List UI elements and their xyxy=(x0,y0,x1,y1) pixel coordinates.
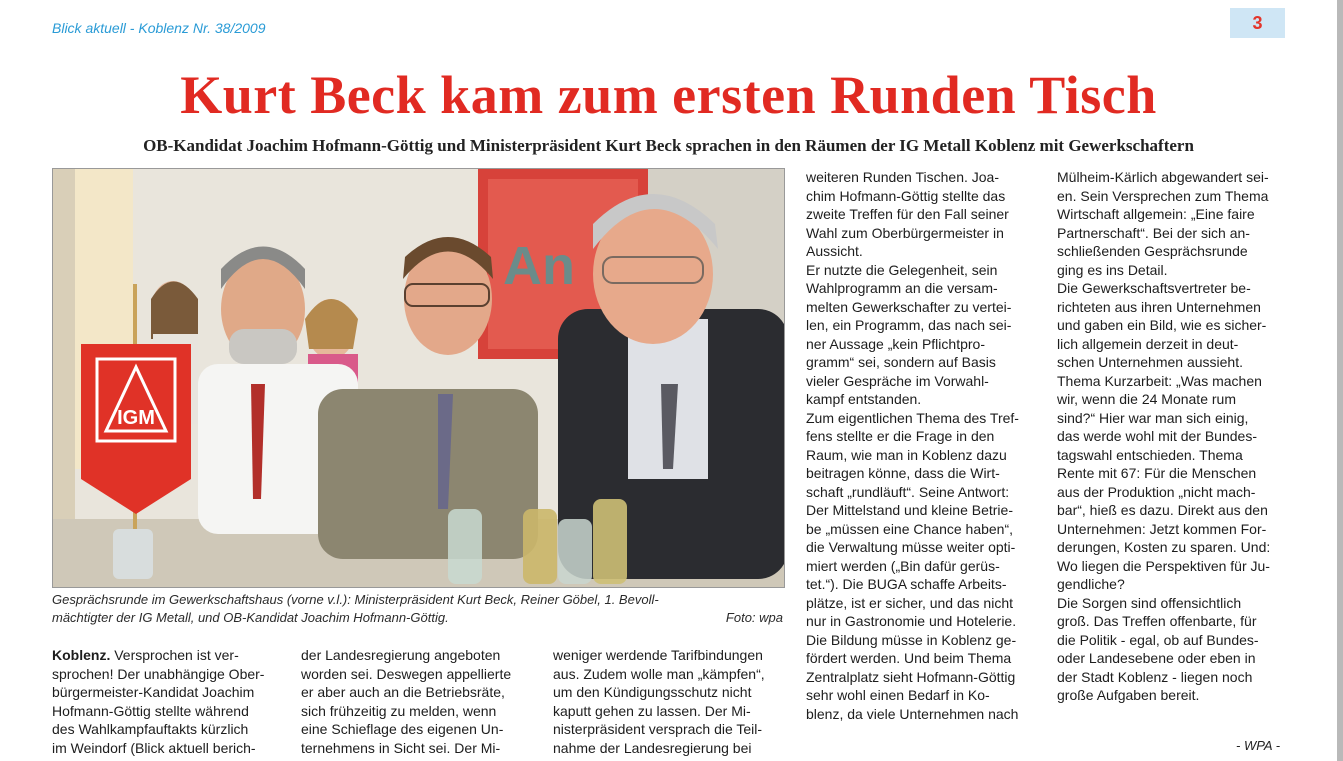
photo-caption xyxy=(52,591,783,627)
article-subheadline: OB-Kandidat Joachim Hofmann-Göttig und Ministerpräsident Kurt Beck sprachen in den Räumen der IG Metall Koblenz mit Gewerkschaftern xyxy=(143,136,1194,155)
poster-text: An xyxy=(503,236,575,296)
photo-caption-text: Gesprächsrunde im Gewerkschaftshaus (vorne v.l.): Ministerpräsident Kurt Beck, Reiner Göbel, 1. Bevoll- mächtigter der IG Metall, und OB-Kandidat Joachim Hofmann-Göttig. xyxy=(52,592,659,625)
author-signature: - WPA - xyxy=(1236,738,1281,753)
article-column-1 xyxy=(52,646,280,757)
banner-logo-text: IGM xyxy=(117,407,155,429)
column-1-text: Versprochen ist ver- sprochen! Der unabhängige Ober- bürgermeister-Kandidat Joachim Hofmann-Göttig stellte während des Wahlkampfauftakts kürzlich im Weindorf (Blick aktuell berich- xyxy=(52,647,265,756)
photo-credit: Foto: wpa xyxy=(725,610,783,625)
dateline: Koblenz. xyxy=(52,647,111,663)
article-column-5: Mülheim-Kärlich abgewandert sei- en. Sein Versprechen zum Thema Wirtschaft allgemein: „Eine faire Partnerschaft“. Bei der sich an- schließenden Gesprächsrunde ging es ins Detail. Die Gewerkschaftsvertreter be- richteten aus ihren Unternehmen und gaben ein Bild, wie es sicher- lich allgemein derzeit in deut- schen Unternehmen aussieht. Thema Kurzarbeit: „Was machen wir, wenn die 24 Monate rum sind?“ Hier war man sich einig, das werde wohl mit der Bundes- tagswahl entschieden. Thema Rente mit 67: Für die Menschen aus der Produktion „nicht mach- bar“, hieß es dazu. Direkt aus den Unternehmen: Jetzt kommen For- derungen, Kosten zu sparen. Und: Wo liegen die Perspektiven für Ju- gendliche? Die Sorgen sind offensichtlich groß. Das Treffen offenbarte, für die Politik - egal, ob auf Bundes- oder Landesebene oder eben in der Stadt Koblenz - liegen noch große Aufgaben bereit. xyxy=(1057,169,1271,703)
page-number: 3 xyxy=(1230,8,1285,38)
article-photo xyxy=(52,168,785,588)
publication-header: Blick aktuell - Koblenz Nr. 38/2009 xyxy=(52,20,266,36)
page-edge-shadow xyxy=(1337,0,1343,761)
article-headline: Kurt Beck kam zum ersten Runden Tisch xyxy=(180,65,1157,125)
article-column-4: weiteren Runden Tischen. Joa- chim Hofmann-Göttig stellte das zweite Treffen für den Fall seiner Wahl zum Oberbürgermeister in Aussicht. Er nutzte die Gelegenheit, sein Wahlprogramm an die versam- melten Gewerkschafter zu vertei- len, ein Programm, das nach sei- ner Aussage „kein Pflichtpro- gramm“ sei, sondern auf Basis vieler Gespräche im Vorwahl- kampf entstanden. Zum eigentlichen Thema des Tref- fens stellte er die Frage in den Raum, wie man in Koblenz dazu beitragen könne, dass die Wirt- schaft „rundläuft“. Seine Antwort: Der Mittelstand und kleine Betrie- be „müssen eine Chance haben“, die Verwaltung müsse weiter opti- miert werden („Bin dafür gerüs- tet.“). Die BUGA schaffe Arbeits- plätze, ist er sicher, und das nicht nur in Gastronomie und Hotelerie. Die Bildung müsse in Koblenz ge- fördert werden. Und beim Thema Zentralplatz sieht Hofmann-Göttig sehr wohl einen Bedarf in Ko- blenz, da viele Unternehmen nach xyxy=(806,169,1019,722)
article-column-2: der Landesregierung angeboten worden sei. Deswegen appellierte er aber auch an die Betriebsräte, sich frühzeitig zu melden, wenn eine Schieflage des eigenen Un- ternehmens in Sicht sei. Der Mi- xyxy=(301,647,512,756)
article-column-3: weniger werdende Tarifbindungen aus. Zudem wolle man „kämpfen“, um den Kündigungsschutz nicht kaputt gehen zu lassen. Der Mi- nisterpräsident versprach die Teil- nahme der Landesregierung bei xyxy=(553,647,765,756)
